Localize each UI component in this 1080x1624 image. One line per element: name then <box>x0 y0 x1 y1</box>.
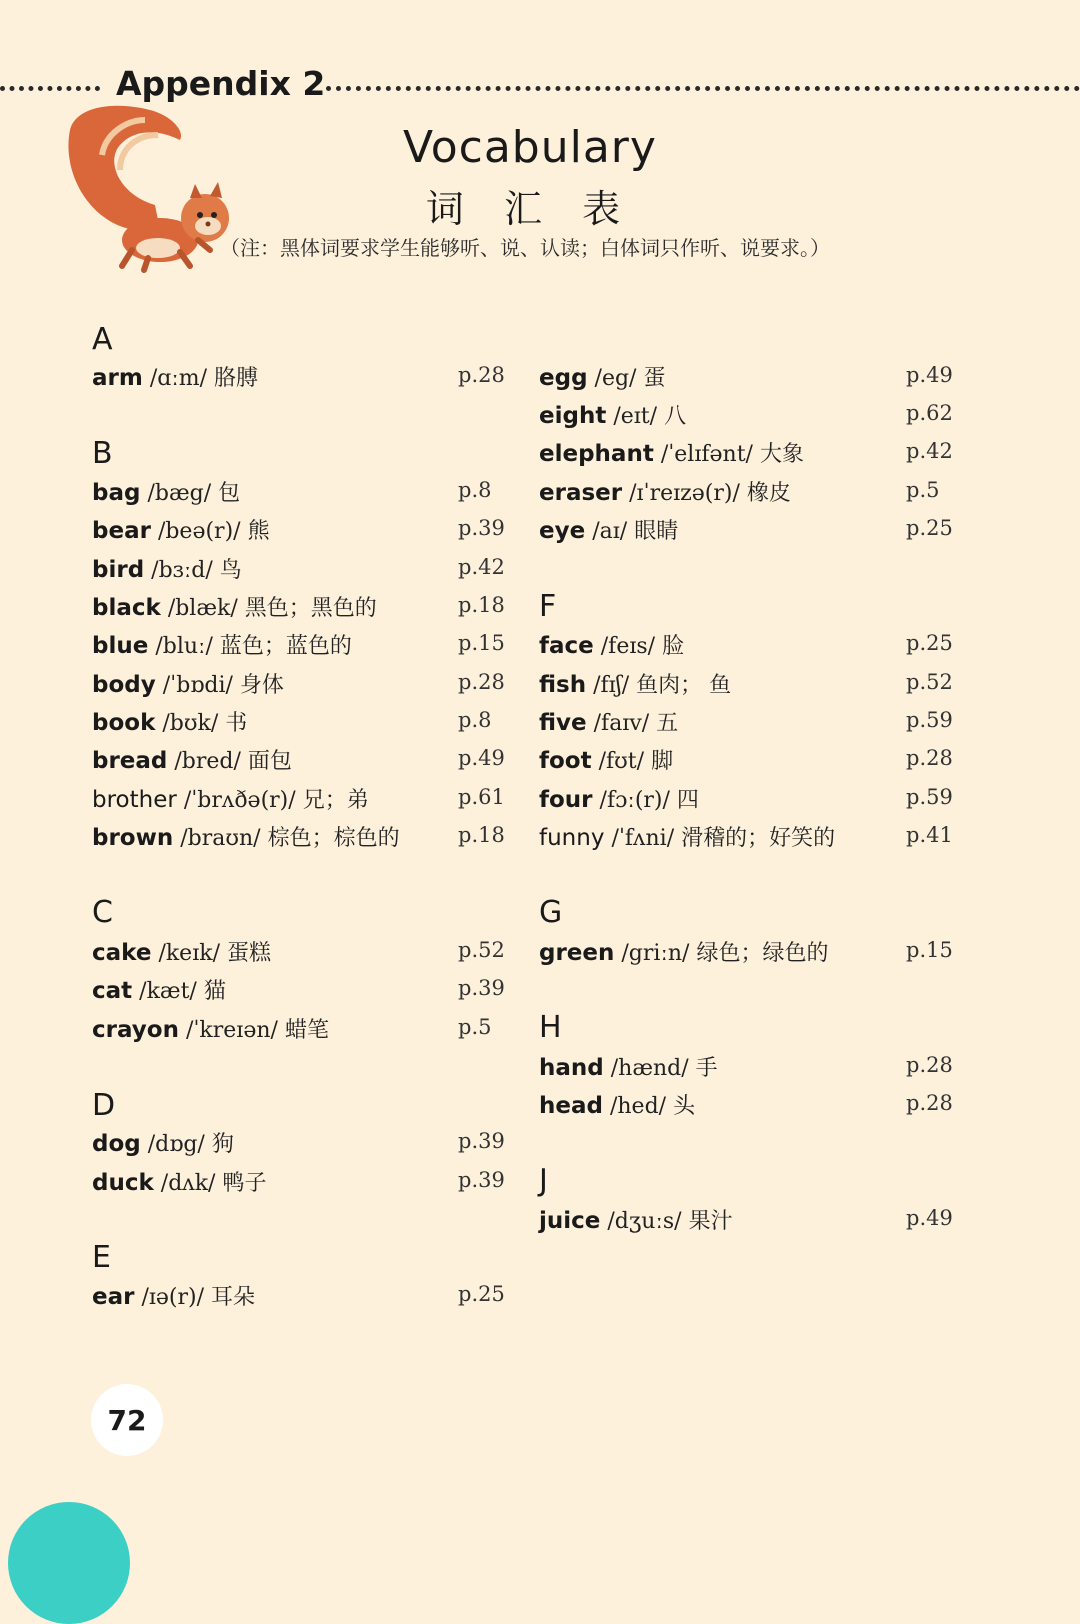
vocab-meaning: 蛋 <box>643 366 666 391</box>
vocab-meaning: 狗 <box>211 1132 234 1157</box>
vocab-phonetic: /ˈelɪfənt/ <box>660 442 753 467</box>
vocab-word: eight <box>539 403 607 429</box>
vocab-phonetic: /fʊt/ <box>598 749 645 774</box>
vocab-word: elephant <box>539 441 654 467</box>
vocab-word: body <box>92 672 156 698</box>
vocab-word: bread <box>92 748 168 774</box>
appendix-heading: Appendix 2 <box>116 64 326 103</box>
vocab-phonetic: /braʊn/ <box>180 826 261 851</box>
vocab-entry <box>539 1051 718 1083</box>
vocab-word: cake <box>92 940 152 966</box>
vocab-entry <box>92 591 377 623</box>
vocab-entry <box>92 514 270 546</box>
vocab-meaning: 蛋糕 <box>226 941 271 966</box>
vocab-phonetic: /feɪs/ <box>600 634 656 659</box>
vocab-meaning: 书 <box>225 711 248 736</box>
vocab-page-ref: p.25 <box>906 631 953 655</box>
dotted-rule-right <box>326 86 1080 91</box>
vocab-phonetic: /ˈfʌni/ <box>611 826 675 851</box>
vocab-phonetic: /ˈkreɪən/ <box>185 1018 278 1043</box>
vocab-phonetic: /bʊk/ <box>162 711 219 736</box>
vocab-meaning: 鱼肉； 鱼 <box>636 673 732 698</box>
vocab-entry <box>539 437 804 469</box>
vocab-page-ref: p.52 <box>458 938 505 962</box>
vocab-page-ref: p.28 <box>906 746 953 770</box>
section-letter-f: F <box>539 589 557 624</box>
vocab-phonetic: /ɑːm/ <box>149 366 208 391</box>
vocab-entry <box>539 1204 733 1236</box>
vocab-word: cat <box>92 978 133 1004</box>
vocab-word: bird <box>92 557 145 583</box>
vocab-entry <box>92 783 369 815</box>
vocab-phonetic: /hænd/ <box>610 1056 689 1081</box>
vocab-page-ref: p.49 <box>458 746 505 770</box>
vocab-entry <box>92 744 292 776</box>
vocab-meaning: 熊 <box>247 519 270 544</box>
vocab-phonetic: /dɒg/ <box>147 1132 205 1157</box>
vocab-word: egg <box>539 365 588 391</box>
vocab-meaning: 眼睛 <box>634 519 679 544</box>
vocab-phonetic: /bɜːd/ <box>151 558 213 583</box>
vocab-page-ref: p.39 <box>458 1129 505 1153</box>
vocab-entry <box>539 668 731 700</box>
vocab-page-ref: p.39 <box>458 976 505 1000</box>
vocab-word: four <box>539 787 593 813</box>
vocab-entry <box>92 668 284 700</box>
vocab-phonetic: /griːn/ <box>621 941 690 966</box>
vocab-phonetic: /keɪk/ <box>158 941 220 966</box>
dotted-rule-left <box>0 86 100 91</box>
vocab-phonetic: /eg/ <box>594 366 637 391</box>
section-letter-d: D <box>92 1088 116 1123</box>
vocab-word: foot <box>539 748 592 774</box>
vocab-word: eye <box>539 518 586 544</box>
page-title: Vocabulary <box>403 122 657 173</box>
vocab-page-ref: p.18 <box>458 823 505 847</box>
vocab-page-ref: p.28 <box>906 1053 953 1077</box>
vocab-meaning: 脸 <box>662 634 685 659</box>
vocab-page-ref: p.59 <box>906 785 953 809</box>
page-subtitle: 词 汇 表 <box>425 187 635 231</box>
vocab-page-ref: p.39 <box>458 516 505 540</box>
section-letter-b: B <box>92 436 113 471</box>
vocab-phonetic: /faɪv/ <box>593 711 650 736</box>
vocab-word: hand <box>539 1055 604 1081</box>
vocab-page-ref: p.15 <box>906 938 953 962</box>
vocab-phonetic: /beə(r)/ <box>157 519 241 544</box>
vocab-meaning: 大象 <box>759 442 804 467</box>
section-letter-e: E <box>92 1240 111 1275</box>
vocab-page-ref: p.28 <box>458 670 505 694</box>
vocab-entry <box>539 744 673 776</box>
vocab-page-ref: p.25 <box>906 516 953 540</box>
vocab-page-ref: p.8 <box>458 708 492 732</box>
vocab-page-ref: p.61 <box>458 785 505 809</box>
vocab-word: brother <box>92 787 177 813</box>
decorative-circle <box>8 1502 130 1624</box>
vocab-entry <box>92 706 247 738</box>
vocab-phonetic: /dʒuːs/ <box>607 1209 682 1234</box>
vocab-entry <box>92 821 400 853</box>
vocab-phonetic: /ˈbɒdi/ <box>162 673 233 698</box>
vocab-entry <box>539 706 678 738</box>
vocab-entry <box>539 514 678 546</box>
vocab-entry <box>539 821 835 853</box>
vocab-phonetic: /blæk/ <box>167 596 238 621</box>
vocab-meaning: 脚 <box>651 749 674 774</box>
vocab-word: duck <box>92 1170 154 1196</box>
vocab-word: black <box>92 595 161 621</box>
vocab-word: eraser <box>539 480 623 506</box>
vocab-meaning: 黑色；黑色的 <box>244 596 377 621</box>
vocab-word: juice <box>539 1208 601 1234</box>
vocab-meaning: 兄；弟 <box>302 788 369 813</box>
vocab-meaning: 棕色；棕色的 <box>267 826 400 851</box>
section-letter-j: J <box>539 1163 548 1198</box>
vocab-entry <box>92 1013 329 1045</box>
vocab-phonetic: /bæg/ <box>147 481 212 506</box>
vocab-meaning: 四 <box>676 788 699 813</box>
vocab-entry <box>92 476 240 508</box>
vocab-word: face <box>539 633 594 659</box>
vocab-phonetic: /ɪə(r)/ <box>141 1285 205 1310</box>
vocab-page-ref: p.39 <box>458 1168 505 1192</box>
vocab-page-ref: p.42 <box>458 555 505 579</box>
vocab-meaning: 面包 <box>247 749 292 774</box>
vocab-word: crayon <box>92 1017 179 1043</box>
vocab-page-ref: p.8 <box>458 478 492 502</box>
vocab-meaning: 鸭子 <box>222 1171 267 1196</box>
vocab-phonetic: /bred/ <box>174 749 241 774</box>
vocab-word: five <box>539 710 587 736</box>
vocab-meaning: 身体 <box>239 673 284 698</box>
vocab-entry <box>92 1280 255 1312</box>
vocab-page-ref: p.49 <box>906 1206 953 1230</box>
vocab-entry <box>539 936 828 968</box>
section-letter-g: G <box>539 895 563 930</box>
vocab-phonetic: /fɔː(r)/ <box>599 788 670 813</box>
vocab-phonetic: /fɪʃ/ <box>593 673 630 698</box>
vocab-phonetic: /ˈbrʌðə(r)/ <box>183 788 296 813</box>
vocab-entry <box>92 1127 234 1159</box>
vocab-meaning: 手 <box>695 1056 718 1081</box>
vocab-word: arm <box>92 365 143 391</box>
vocab-word: brown <box>92 825 174 851</box>
vocab-word: ear <box>92 1284 135 1310</box>
vocab-word: funny <box>539 825 605 851</box>
vocab-meaning: 蓝色；蓝色的 <box>219 634 352 659</box>
vocab-entry <box>92 361 258 393</box>
page-number: 72 <box>91 1384 163 1456</box>
vocab-word: green <box>539 940 615 966</box>
vocab-meaning: 五 <box>656 711 679 736</box>
vocab-word: bear <box>92 518 151 544</box>
vocab-meaning: 头 <box>673 1094 696 1119</box>
vocab-entry <box>539 399 686 431</box>
vocab-phonetic: /hed/ <box>609 1094 667 1119</box>
vocab-phonetic: /bluː/ <box>155 634 213 659</box>
vocab-page-ref: p.5 <box>458 1015 492 1039</box>
vocab-entry <box>539 1089 695 1121</box>
vocab-meaning: 八 <box>664 404 687 429</box>
vocab-meaning: 橡皮 <box>746 481 791 506</box>
vocab-word: dog <box>92 1131 141 1157</box>
vocab-page-ref: p.52 <box>906 670 953 694</box>
vocab-entry <box>539 629 684 661</box>
vocab-phonetic: /eɪt/ <box>613 404 658 429</box>
vocab-page-ref: p.28 <box>906 1091 953 1115</box>
vocab-entry <box>92 553 242 585</box>
vocab-phonetic: /dʌk/ <box>160 1171 216 1196</box>
vocab-meaning: 胳膊 <box>214 366 259 391</box>
vocab-page-ref: p.28 <box>458 363 505 387</box>
vocab-word: bag <box>92 480 141 506</box>
vocab-meaning: 滑稽的；好笑的 <box>681 826 836 851</box>
vocab-phonetic: /aɪ/ <box>592 519 628 544</box>
vocab-meaning: 绿色；绿色的 <box>696 941 829 966</box>
vocab-word: book <box>92 710 156 736</box>
vocab-word: fish <box>539 672 587 698</box>
vocab-meaning: 包 <box>218 481 241 506</box>
vocab-page-ref: p.49 <box>906 363 953 387</box>
vocab-entry <box>92 974 226 1006</box>
section-letter-a: A <box>92 322 113 357</box>
usage-note: （注：黑体词要求学生能够听、说、认读；白体词只作听、说要求。） <box>220 236 830 260</box>
section-letter-h: H <box>539 1010 562 1045</box>
vocab-page-ref: p.42 <box>906 439 953 463</box>
vocab-page-ref: p.5 <box>906 478 940 502</box>
vocab-meaning: 耳朵 <box>211 1285 256 1310</box>
vocab-meaning: 猫 <box>203 979 226 1004</box>
vocab-entry <box>539 476 791 508</box>
vocab-entry <box>92 1166 266 1198</box>
vocab-meaning: 果汁 <box>688 1209 733 1234</box>
vocab-phonetic: /kæt/ <box>139 979 197 1004</box>
vocab-entry <box>539 783 699 815</box>
vocab-entry <box>92 936 271 968</box>
vocab-page-ref: p.15 <box>458 631 505 655</box>
vocab-meaning: 蜡笔 <box>284 1018 329 1043</box>
vocab-page-ref: p.18 <box>458 593 505 617</box>
vocab-meaning: 鸟 <box>219 558 242 583</box>
vocab-entry <box>92 629 352 661</box>
vocab-phonetic: /ɪˈreɪzə(r)/ <box>629 481 740 506</box>
vocab-page-ref: p.62 <box>906 401 953 425</box>
section-letter-c: C <box>92 895 113 930</box>
vocab-page-ref: p.41 <box>906 823 953 847</box>
vocab-word: head <box>539 1093 603 1119</box>
vocab-page-ref: p.25 <box>458 1282 505 1306</box>
vocab-entry <box>539 361 665 393</box>
vocab-word: blue <box>92 633 149 659</box>
vocab-page-ref: p.59 <box>906 708 953 732</box>
